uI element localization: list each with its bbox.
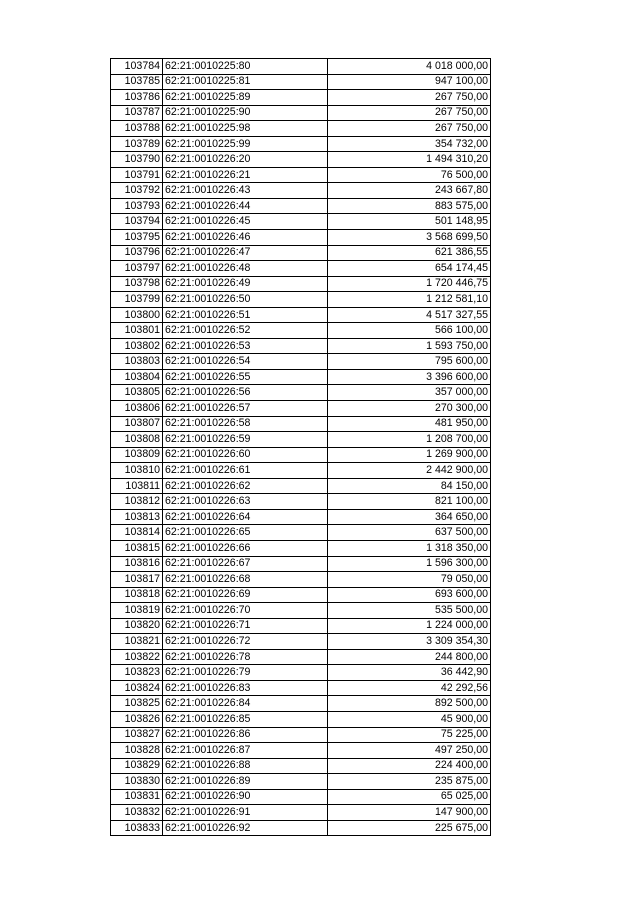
table-row bbox=[111, 758, 491, 774]
cadastral-number-cell: 62:21:0010225:89 bbox=[163, 90, 328, 106]
cadastral-number-cell: 62:21:0010226:70 bbox=[163, 603, 328, 619]
table-row bbox=[111, 198, 491, 214]
cadastral-number-cell: 62:21:0010226:50 bbox=[163, 292, 328, 308]
table-row bbox=[111, 416, 491, 432]
cadastral-value-cell: 36 442,90 bbox=[328, 665, 491, 681]
table-row bbox=[111, 338, 491, 354]
table-row bbox=[111, 276, 491, 292]
row-id-cell: 103789 bbox=[111, 136, 163, 152]
table-row bbox=[111, 121, 491, 137]
table-row bbox=[111, 649, 491, 665]
cadastral-value-cell: 79 050,00 bbox=[328, 572, 491, 588]
row-id-cell: 103830 bbox=[111, 774, 163, 790]
table-row bbox=[111, 152, 491, 168]
table-row bbox=[111, 105, 491, 121]
cadastral-value-cell: 235 875,00 bbox=[328, 774, 491, 790]
row-id-cell: 103815 bbox=[111, 540, 163, 556]
table-row bbox=[111, 401, 491, 417]
table-row bbox=[111, 292, 491, 308]
row-id-cell: 103803 bbox=[111, 354, 163, 370]
table-row bbox=[111, 743, 491, 759]
row-id-cell: 103823 bbox=[111, 665, 163, 681]
cadastral-number-cell: 62:21:0010226:88 bbox=[163, 758, 328, 774]
cadastral-number-cell: 62:21:0010226:51 bbox=[163, 307, 328, 323]
cadastral-number-cell: 62:21:0010226:57 bbox=[163, 401, 328, 417]
cadastral-number-cell: 62:21:0010225:81 bbox=[163, 74, 328, 90]
table-row bbox=[111, 432, 491, 448]
row-id-cell: 103791 bbox=[111, 167, 163, 183]
row-id-cell: 103813 bbox=[111, 509, 163, 525]
row-id-cell: 103833 bbox=[111, 820, 163, 836]
table-row bbox=[111, 136, 491, 152]
cadastral-value-cell: 364 650,00 bbox=[328, 509, 491, 525]
cadastral-value-cell: 354 732,00 bbox=[328, 136, 491, 152]
table-row bbox=[111, 90, 491, 106]
cadastral-number-cell: 62:21:0010226:63 bbox=[163, 494, 328, 510]
table-row bbox=[111, 618, 491, 634]
cadastral-number-cell: 62:21:0010226:64 bbox=[163, 509, 328, 525]
cadastral-number-cell: 62:21:0010226:46 bbox=[163, 230, 328, 246]
table-row bbox=[111, 385, 491, 401]
cadastral-number-cell: 62:21:0010226:43 bbox=[163, 183, 328, 199]
row-id-cell: 103795 bbox=[111, 230, 163, 246]
row-id-cell: 103785 bbox=[111, 74, 163, 90]
row-id-cell: 103796 bbox=[111, 245, 163, 261]
row-id-cell: 103807 bbox=[111, 416, 163, 432]
cadastral-number-cell: 62:21:0010226:71 bbox=[163, 618, 328, 634]
cadastral-number-cell: 62:21:0010226:48 bbox=[163, 261, 328, 277]
cadastral-number-cell: 62:21:0010225:90 bbox=[163, 105, 328, 121]
row-id-cell: 103814 bbox=[111, 525, 163, 541]
row-id-cell: 103824 bbox=[111, 680, 163, 696]
row-id-cell: 103790 bbox=[111, 152, 163, 168]
table-row bbox=[111, 447, 491, 463]
row-id-cell: 103817 bbox=[111, 572, 163, 588]
table-row bbox=[111, 230, 491, 246]
cadastral-value-cell: 357 000,00 bbox=[328, 385, 491, 401]
row-id-cell: 103800 bbox=[111, 307, 163, 323]
cadastral-value-cell: 1 269 900,00 bbox=[328, 447, 491, 463]
cadastral-value-cell: 75 225,00 bbox=[328, 727, 491, 743]
table-row bbox=[111, 820, 491, 836]
cadastral-value-cell: 1 212 581,10 bbox=[328, 292, 491, 308]
cadastral-number-cell: 62:21:0010226:53 bbox=[163, 338, 328, 354]
row-id-cell: 103798 bbox=[111, 276, 163, 292]
table-row bbox=[111, 167, 491, 183]
cadastral-number-cell: 62:21:0010226:67 bbox=[163, 556, 328, 572]
cadastral-value-cell: 481 950,00 bbox=[328, 416, 491, 432]
cadastral-number-cell: 62:21:0010226:85 bbox=[163, 711, 328, 727]
row-id-cell: 103799 bbox=[111, 292, 163, 308]
cadastral-value-cell: 267 750,00 bbox=[328, 105, 491, 121]
cadastral-number-cell: 62:21:0010226:59 bbox=[163, 432, 328, 448]
cadastral-number-cell: 62:21:0010226:44 bbox=[163, 198, 328, 214]
cadastral-number-cell: 62:21:0010226:87 bbox=[163, 743, 328, 759]
cadastral-number-cell: 62:21:0010226:55 bbox=[163, 369, 328, 385]
row-id-cell: 103822 bbox=[111, 649, 163, 665]
cadastral-value-cell: 1 318 350,00 bbox=[328, 540, 491, 556]
cadastral-value-cell: 501 148,95 bbox=[328, 214, 491, 230]
cadastral-value-cell: 270 300,00 bbox=[328, 401, 491, 417]
cadastral-value-cell: 225 675,00 bbox=[328, 820, 491, 836]
table-row bbox=[111, 494, 491, 510]
cadastral-value-cell: 2 442 900,00 bbox=[328, 463, 491, 479]
cadastral-value-cell: 147 900,00 bbox=[328, 805, 491, 821]
row-id-cell: 103816 bbox=[111, 556, 163, 572]
cadastral-number-cell: 62:21:0010226:68 bbox=[163, 572, 328, 588]
table-row bbox=[111, 540, 491, 556]
cadastral-number-cell: 62:21:0010225:99 bbox=[163, 136, 328, 152]
cadastral-value-table bbox=[110, 58, 491, 836]
cadastral-value-cell: 892 500,00 bbox=[328, 696, 491, 712]
cadastral-number-cell: 62:21:0010226:61 bbox=[163, 463, 328, 479]
row-id-cell: 103801 bbox=[111, 323, 163, 339]
cadastral-number-cell: 62:21:0010226:86 bbox=[163, 727, 328, 743]
table-row bbox=[111, 603, 491, 619]
cadastral-number-cell: 62:21:0010226:62 bbox=[163, 478, 328, 494]
table-row bbox=[111, 478, 491, 494]
cadastral-value-cell: 693 600,00 bbox=[328, 587, 491, 603]
cadastral-value-cell: 1 224 000,00 bbox=[328, 618, 491, 634]
cadastral-number-cell: 62:21:0010226:79 bbox=[163, 665, 328, 681]
cadastral-number-cell: 62:21:0010226:45 bbox=[163, 214, 328, 230]
table-row bbox=[111, 245, 491, 261]
table-body bbox=[111, 59, 491, 836]
row-id-cell: 103784 bbox=[111, 59, 163, 75]
row-id-cell: 103793 bbox=[111, 198, 163, 214]
row-id-cell: 103810 bbox=[111, 463, 163, 479]
table-row bbox=[111, 525, 491, 541]
row-id-cell: 103797 bbox=[111, 261, 163, 277]
cadastral-value-cell: 1 208 700,00 bbox=[328, 432, 491, 448]
cadastral-number-cell: 62:21:0010226:20 bbox=[163, 152, 328, 168]
row-id-cell: 103786 bbox=[111, 90, 163, 106]
cadastral-value-cell: 4 018 000,00 bbox=[328, 59, 491, 75]
table-row bbox=[111, 74, 491, 90]
cadastral-number-cell: 62:21:0010226:47 bbox=[163, 245, 328, 261]
cadastral-value-cell: 1 593 750,00 bbox=[328, 338, 491, 354]
cadastral-value-cell: 76 500,00 bbox=[328, 167, 491, 183]
table-row bbox=[111, 183, 491, 199]
cadastral-value-cell: 1 494 310,20 bbox=[328, 152, 491, 168]
cadastral-number-cell: 62:21:0010226:89 bbox=[163, 774, 328, 790]
row-id-cell: 103831 bbox=[111, 789, 163, 805]
row-id-cell: 103818 bbox=[111, 587, 163, 603]
row-id-cell: 103811 bbox=[111, 478, 163, 494]
row-id-cell: 103828 bbox=[111, 743, 163, 759]
table-row bbox=[111, 680, 491, 696]
cadastral-value-cell: 244 800,00 bbox=[328, 649, 491, 665]
cadastral-value-cell: 3 568 699,50 bbox=[328, 230, 491, 246]
table-row bbox=[111, 509, 491, 525]
table-row bbox=[111, 774, 491, 790]
cadastral-number-cell: 62:21:0010226:21 bbox=[163, 167, 328, 183]
row-id-cell: 103804 bbox=[111, 369, 163, 385]
cadastral-number-cell: 62:21:0010226:84 bbox=[163, 696, 328, 712]
row-id-cell: 103792 bbox=[111, 183, 163, 199]
table-row bbox=[111, 727, 491, 743]
cadastral-value-cell: 267 750,00 bbox=[328, 121, 491, 137]
cadastral-number-cell: 62:21:0010226:66 bbox=[163, 540, 328, 556]
cadastral-number-cell: 62:21:0010226:90 bbox=[163, 789, 328, 805]
row-id-cell: 103794 bbox=[111, 214, 163, 230]
cadastral-number-cell: 62:21:0010226:92 bbox=[163, 820, 328, 836]
cadastral-value-cell: 1 596 300,00 bbox=[328, 556, 491, 572]
table-row bbox=[111, 587, 491, 603]
cadastral-value-cell: 883 575,00 bbox=[328, 198, 491, 214]
cadastral-value-cell: 65 025,00 bbox=[328, 789, 491, 805]
cadastral-value-cell: 497 250,00 bbox=[328, 743, 491, 759]
table-row bbox=[111, 634, 491, 650]
cadastral-number-cell: 62:21:0010226:52 bbox=[163, 323, 328, 339]
cadastral-number-cell: 62:21:0010226:49 bbox=[163, 276, 328, 292]
table-row bbox=[111, 463, 491, 479]
cadastral-number-cell: 62:21:0010226:83 bbox=[163, 680, 328, 696]
cadastral-number-cell: 62:21:0010226:60 bbox=[163, 447, 328, 463]
table-row bbox=[111, 572, 491, 588]
cadastral-value-cell: 42 292,56 bbox=[328, 680, 491, 696]
row-id-cell: 103825 bbox=[111, 696, 163, 712]
cadastral-value-cell: 535 500,00 bbox=[328, 603, 491, 619]
table-row bbox=[111, 323, 491, 339]
cadastral-value-cell: 795 600,00 bbox=[328, 354, 491, 370]
row-id-cell: 103788 bbox=[111, 121, 163, 137]
cadastral-number-cell: 62:21:0010226:72 bbox=[163, 634, 328, 650]
document-page bbox=[110, 58, 491, 836]
row-id-cell: 103787 bbox=[111, 105, 163, 121]
table-row bbox=[111, 789, 491, 805]
table-row bbox=[111, 556, 491, 572]
row-id-cell: 103802 bbox=[111, 338, 163, 354]
row-id-cell: 103808 bbox=[111, 432, 163, 448]
row-id-cell: 103829 bbox=[111, 758, 163, 774]
cadastral-value-cell: 566 100,00 bbox=[328, 323, 491, 339]
cadastral-value-cell: 45 900,00 bbox=[328, 711, 491, 727]
cadastral-value-cell: 621 386,55 bbox=[328, 245, 491, 261]
row-id-cell: 103827 bbox=[111, 727, 163, 743]
cadastral-value-cell: 3 309 354,30 bbox=[328, 634, 491, 650]
row-id-cell: 103826 bbox=[111, 711, 163, 727]
cadastral-value-cell: 84 150,00 bbox=[328, 478, 491, 494]
row-id-cell: 103820 bbox=[111, 618, 163, 634]
table-row bbox=[111, 711, 491, 727]
cadastral-number-cell: 62:21:0010225:98 bbox=[163, 121, 328, 137]
row-id-cell: 103809 bbox=[111, 447, 163, 463]
cadastral-number-cell: 62:21:0010226:58 bbox=[163, 416, 328, 432]
cadastral-value-cell: 267 750,00 bbox=[328, 90, 491, 106]
cadastral-value-cell: 224 400,00 bbox=[328, 758, 491, 774]
table-row bbox=[111, 354, 491, 370]
row-id-cell: 103832 bbox=[111, 805, 163, 821]
cadastral-value-cell: 654 174,45 bbox=[328, 261, 491, 277]
cadastral-number-cell: 62:21:0010226:54 bbox=[163, 354, 328, 370]
row-id-cell: 103812 bbox=[111, 494, 163, 510]
table-row bbox=[111, 214, 491, 230]
cadastral-value-cell: 637 500,00 bbox=[328, 525, 491, 541]
cadastral-number-cell: 62:21:0010226:69 bbox=[163, 587, 328, 603]
row-id-cell: 103805 bbox=[111, 385, 163, 401]
cadastral-number-cell: 62:21:0010226:56 bbox=[163, 385, 328, 401]
table-row bbox=[111, 665, 491, 681]
table-row bbox=[111, 696, 491, 712]
table-row bbox=[111, 261, 491, 277]
cadastral-value-cell: 947 100,00 bbox=[328, 74, 491, 90]
cadastral-value-cell: 4 517 327,55 bbox=[328, 307, 491, 323]
row-id-cell: 103819 bbox=[111, 603, 163, 619]
cadastral-value-cell: 3 396 600,00 bbox=[328, 369, 491, 385]
cadastral-value-cell: 1 720 446,75 bbox=[328, 276, 491, 292]
table-row bbox=[111, 59, 491, 75]
cadastral-number-cell: 62:21:0010226:65 bbox=[163, 525, 328, 541]
table-row bbox=[111, 307, 491, 323]
row-id-cell: 103806 bbox=[111, 401, 163, 417]
row-id-cell: 103821 bbox=[111, 634, 163, 650]
table-row bbox=[111, 369, 491, 385]
cadastral-number-cell: 62:21:0010226:78 bbox=[163, 649, 328, 665]
cadastral-value-cell: 243 667,80 bbox=[328, 183, 491, 199]
cadastral-number-cell: 62:21:0010226:91 bbox=[163, 805, 328, 821]
cadastral-number-cell: 62:21:0010225:80 bbox=[163, 59, 328, 75]
cadastral-value-cell: 821 100,00 bbox=[328, 494, 491, 510]
table-row bbox=[111, 805, 491, 821]
